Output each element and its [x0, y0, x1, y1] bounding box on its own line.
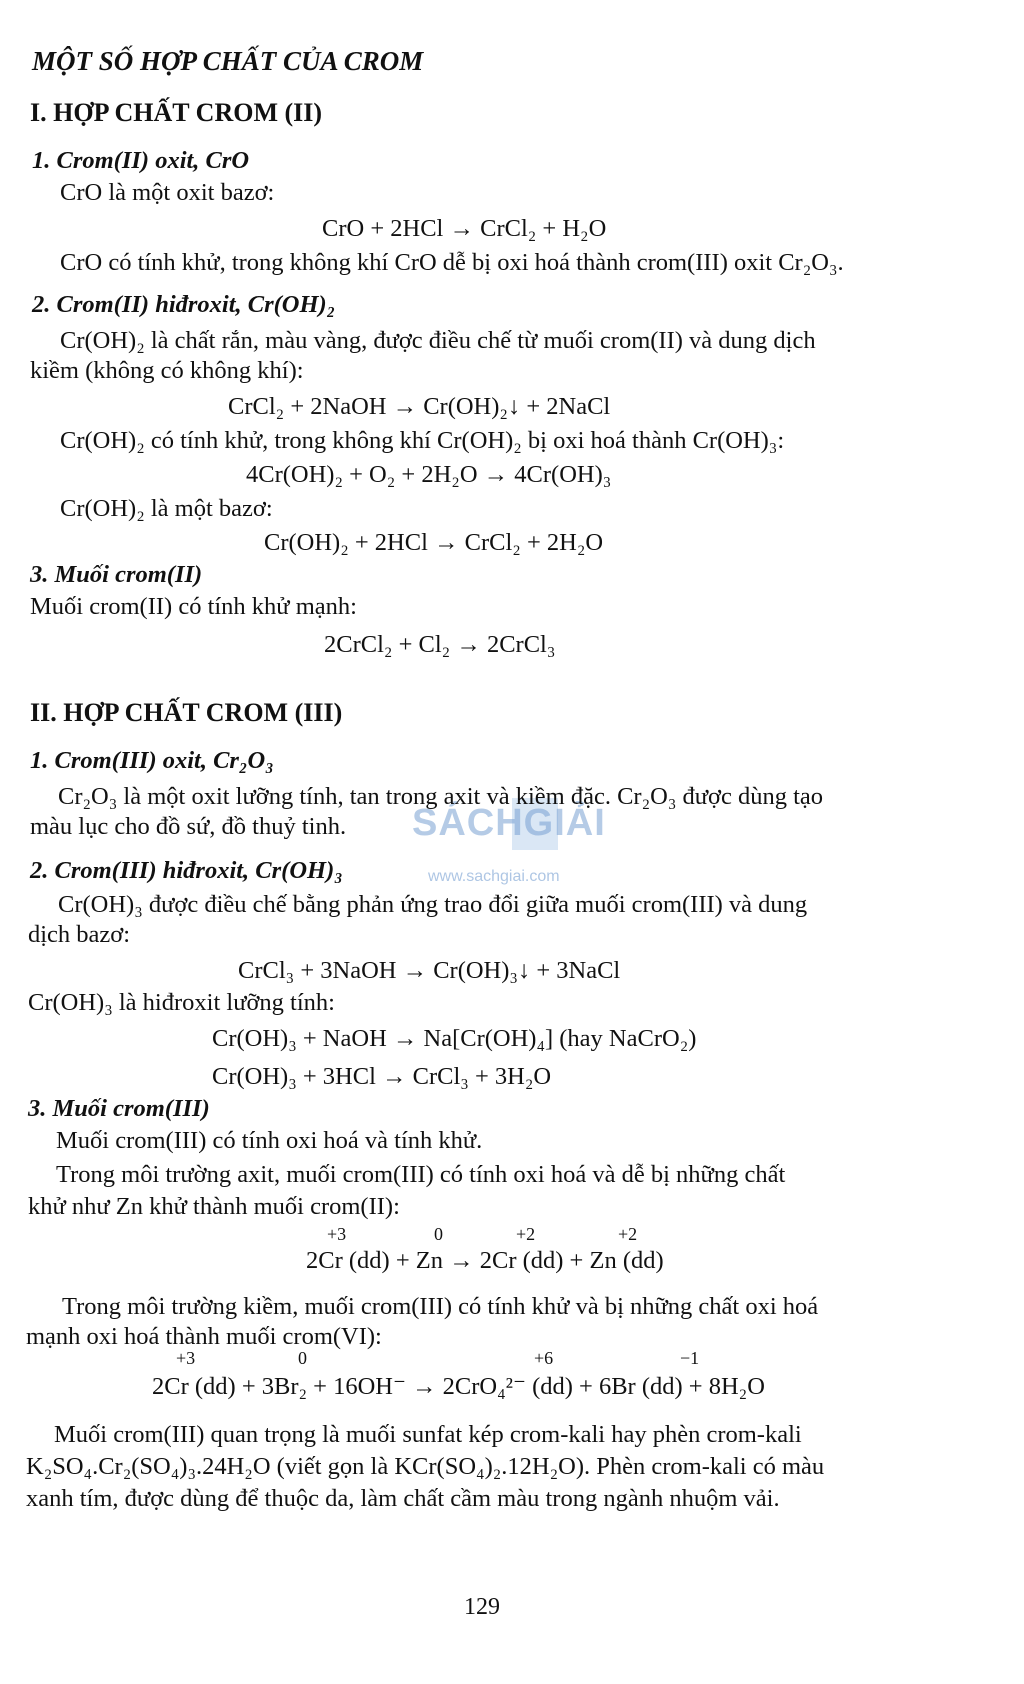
oxidation-state: 0 [434, 1224, 443, 1244]
paragraph-line: Muối crom(III) quan trọng là muối sunfat kép crom-kali hay phèn crom-kali [54, 1421, 802, 1448]
equation: 2Cr (dd) + Zn → 2Cr (dd) + Zn (dd) [306, 1247, 664, 1274]
paragraph-line: Cr(OH)₃ là hiđroxit lưỡng tính: [28, 989, 335, 1016]
section-1-heading: I. HỢP CHẤT CROM (II) [30, 98, 323, 127]
subsection-2-1-heading: 1. Crom(III) oxit, Cr₂O₃ [30, 747, 274, 774]
page-title: MỘT SỐ HỢP CHẤT CỦA CROM [32, 46, 424, 76]
paragraph-line: khử như Zn khử thành muối crom(II): [28, 1193, 400, 1220]
paragraph-line: CrO có tính khử, trong không khí CrO dễ bị oxi hoá thành crom(III) oxit Cr₂O₃. [60, 249, 844, 276]
subsection-2-3-heading: 3. Muối crom(III) [28, 1095, 210, 1122]
paragraph-line: kiềm (không có không khí): [30, 357, 304, 384]
section-2-heading: II. HỢP CHẤT CROM (III) [30, 698, 343, 727]
paragraph-line: Muối crom(II) có tính khử mạnh: [30, 593, 357, 620]
paragraph-line: Trong môi trường kiềm, muối crom(III) có tính khử và bị những chất oxi hoá [62, 1293, 819, 1320]
equation: CrO + 2HCl → CrCl₂ + H₂O [322, 215, 607, 242]
oxidation-state: 0 [298, 1348, 307, 1368]
page-number: 129 [464, 1594, 500, 1620]
paragraph-line: Cr₂O₃ là một oxit lưỡng tính, tan trong axit và kiềm đặc. Cr₂O₃ được dùng tạo [58, 783, 824, 810]
equation: Cr(OH)₃ + NaOH → Na[Cr(OH)₄] (hay NaCrO₂) [212, 1025, 697, 1052]
oxidation-state: −1 [680, 1348, 700, 1368]
oxidation-state: +2 [516, 1224, 536, 1244]
paragraph-line: Muối crom(III) có tính oxi hoá và tính khử. [56, 1127, 483, 1154]
watermark-logo: SÁCHGIẢI [412, 802, 606, 844]
paragraph-line: Cr(OH)₃ được điều chế bằng phản ứng trao đổi giữa muối crom(III) và dung [58, 891, 808, 918]
subsection-1-2-heading: 2. Crom(II) hiđroxit, Cr(OH)₂ [32, 291, 336, 318]
subsection-1-1-heading: 1. Crom(II) oxit, CrO [32, 147, 250, 174]
oxidation-state: +6 [534, 1348, 554, 1368]
equation: 4Cr(OH)₂ + O₂ + 2H₂O → 4Cr(OH)₃ [246, 461, 612, 488]
equation: Cr(OH)₃ + 3HCl → CrCl₃ + 3H₂O [212, 1063, 552, 1090]
equation: CrCl₃ + 3NaOH → Cr(OH)₃↓ + 3NaCl [238, 957, 621, 984]
oxidation-state: +3 [176, 1348, 196, 1368]
paragraph-line: Cr(OH)₂ là chất rắn, màu vàng, được điều chế từ muối crom(II) và dung dịch [60, 327, 816, 354]
equation: 2CrCl₂ + Cl₂ → 2CrCl₃ [324, 631, 556, 658]
paragraph-line: CrO là một oxit bazơ: [60, 179, 275, 206]
watermark-url: www.sachgiai.com [428, 868, 560, 885]
paragraph-line: K₂SO₄.Cr₂(SO₄)₃.24H₂O (viết gọn là KCr(SO₄)₂.12H₂O). Phèn crom-kali có màu [26, 1453, 825, 1480]
paragraph-line: xanh tím, được dùng để thuộc da, làm chất cầm màu trong ngành nhuộm vải. [26, 1485, 780, 1512]
equation: 2Cr (dd) + 3Br₂ + 16OH⁻ → 2CrO₄²⁻ (dd) + 6Br (dd) + 8H₂O [152, 1373, 765, 1400]
subsection-2-2-heading: 2. Crom(III) hiđroxit, Cr(OH)₃ [30, 857, 343, 884]
paragraph-line: Cr(OH)₂ có tính khử, trong không khí Cr(OH)₂ bị oxi hoá thành Cr(OH)₃: [60, 427, 785, 454]
paragraph-line: Cr(OH)₂ là một bazơ: [60, 495, 273, 522]
equation: Cr(OH)₂ + 2HCl → CrCl₂ + 2H₂O [264, 529, 604, 556]
oxidation-state: +3 [327, 1224, 347, 1244]
equation: CrCl₂ + 2NaOH → Cr(OH)₂↓ + 2NaCl [228, 393, 611, 420]
paragraph-line: dịch bazơ: [28, 921, 131, 948]
subsection-1-3-heading: 3. Muối crom(II) [30, 561, 203, 588]
paragraph-line: màu lục cho đồ sứ, đồ thuỷ tinh. [30, 813, 347, 840]
oxidation-state: +2 [618, 1224, 638, 1244]
paragraph-line: mạnh oxi hoá thành muối crom(VI): [26, 1323, 382, 1350]
paragraph-line: Trong môi trường axit, muối crom(III) có tính oxi hoá và dễ bị những chất [56, 1161, 786, 1188]
